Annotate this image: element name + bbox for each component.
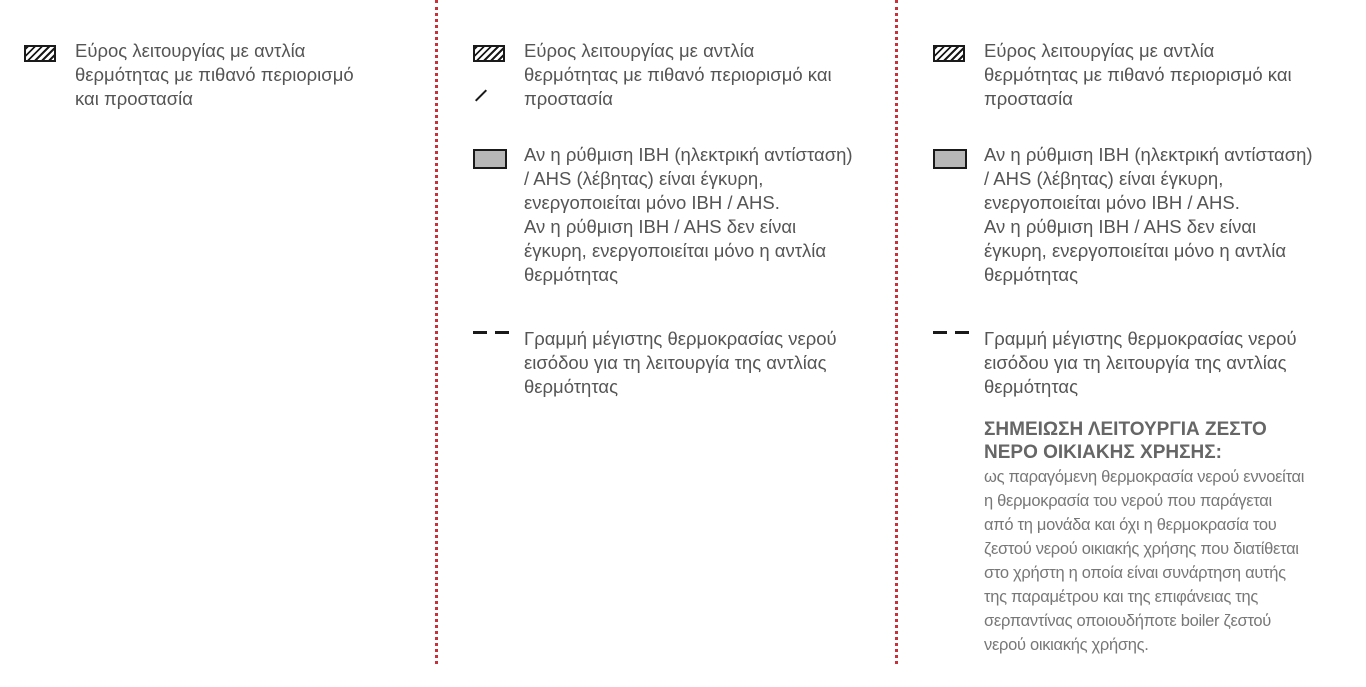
grey-box-icon (473, 149, 507, 169)
legend-item-max-water-temp: Γραμμή μέγιστης θερμοκρασίας νερού εισόδου για τη λειτουργία της αντλίας θερμότητας (524, 328, 837, 397)
legend-item-operating-range: Εύρος λειτουργίας με αντλία θερμότητας με πιθανό περιορισμό και προστασία (75, 40, 354, 109)
hatched-box-icon (24, 45, 56, 62)
legend-item-max-water-temp: Γραμμή μέγιστης θερμοκρασίας νερού εισόδου για τη λειτουργία της αντλίας θερμότητας (984, 328, 1297, 397)
dashed-line-icon (933, 331, 969, 334)
legend-item-ibh-ahs: Αν η ρύθμιση IBH (ηλεκτρική αντίσταση) / AHS (λέβητας) είναι έγκυρη, ενεργοποιείται μόνο IBH / AHS. Αν η ρύθμιση IBH / AHS δεν είναι έγκυρη, ενεργοποιείται μόνο η αντλία θερμότητας (984, 144, 1313, 285)
column-divider-2 (895, 0, 898, 664)
hatched-box-icon (933, 45, 965, 62)
legend-item-operating-range: Εύρος λειτουργίας με αντλία θερμότητας με πιθανό περιορισμό και προστασία (524, 40, 832, 109)
dashed-line-icon (473, 331, 509, 334)
column-divider-1 (435, 0, 438, 664)
legend-item-ibh-ahs: Αν η ρύθμιση IBH (ηλεκτρική αντίσταση) / AHS (λέβητας) είναι έγκυρη, ενεργοποιείται μόνο IBH / AHS. Αν η ρύθμιση IBH / AHS δεν είναι έγκυρη, ενεργοποιείται μόνο η αντλία θερμότητας (524, 144, 853, 285)
note-title: ΣΗΜΕΙΩΣΗ ΛΕΙΤΟΥΡΓΙΑ ΖΕΣΤΟ ΝΕΡΟ ΟΙΚΙΑΚΗΣ ΧΡΗΣΗΣ: (984, 419, 1267, 463)
slash-mark-icon (475, 89, 487, 101)
legend-item-operating-range: Εύρος λειτουργίας με αντλία θερμότητας με πιθανό περιορισμό και προστασία (984, 40, 1292, 109)
grey-box-icon (933, 149, 967, 169)
hatched-box-icon (473, 45, 505, 62)
note-body: ως παραγόμενη θερμοκρασία νερού εννοείται η θερμοκρασία του νερού που παράγεται από τη μονάδα και όχι η θερμοκρασία του ζεστού νερού οικιακής χρήσης που διατίθεται στο χρήστη η οποία είναι συνάρτηση αυτής της παραμέτρου και της επιφάνειας της σερπαντίνας οποιουδήποτε boiler ζεστού νερού οικιακής χρήσης. (984, 468, 1305, 654)
